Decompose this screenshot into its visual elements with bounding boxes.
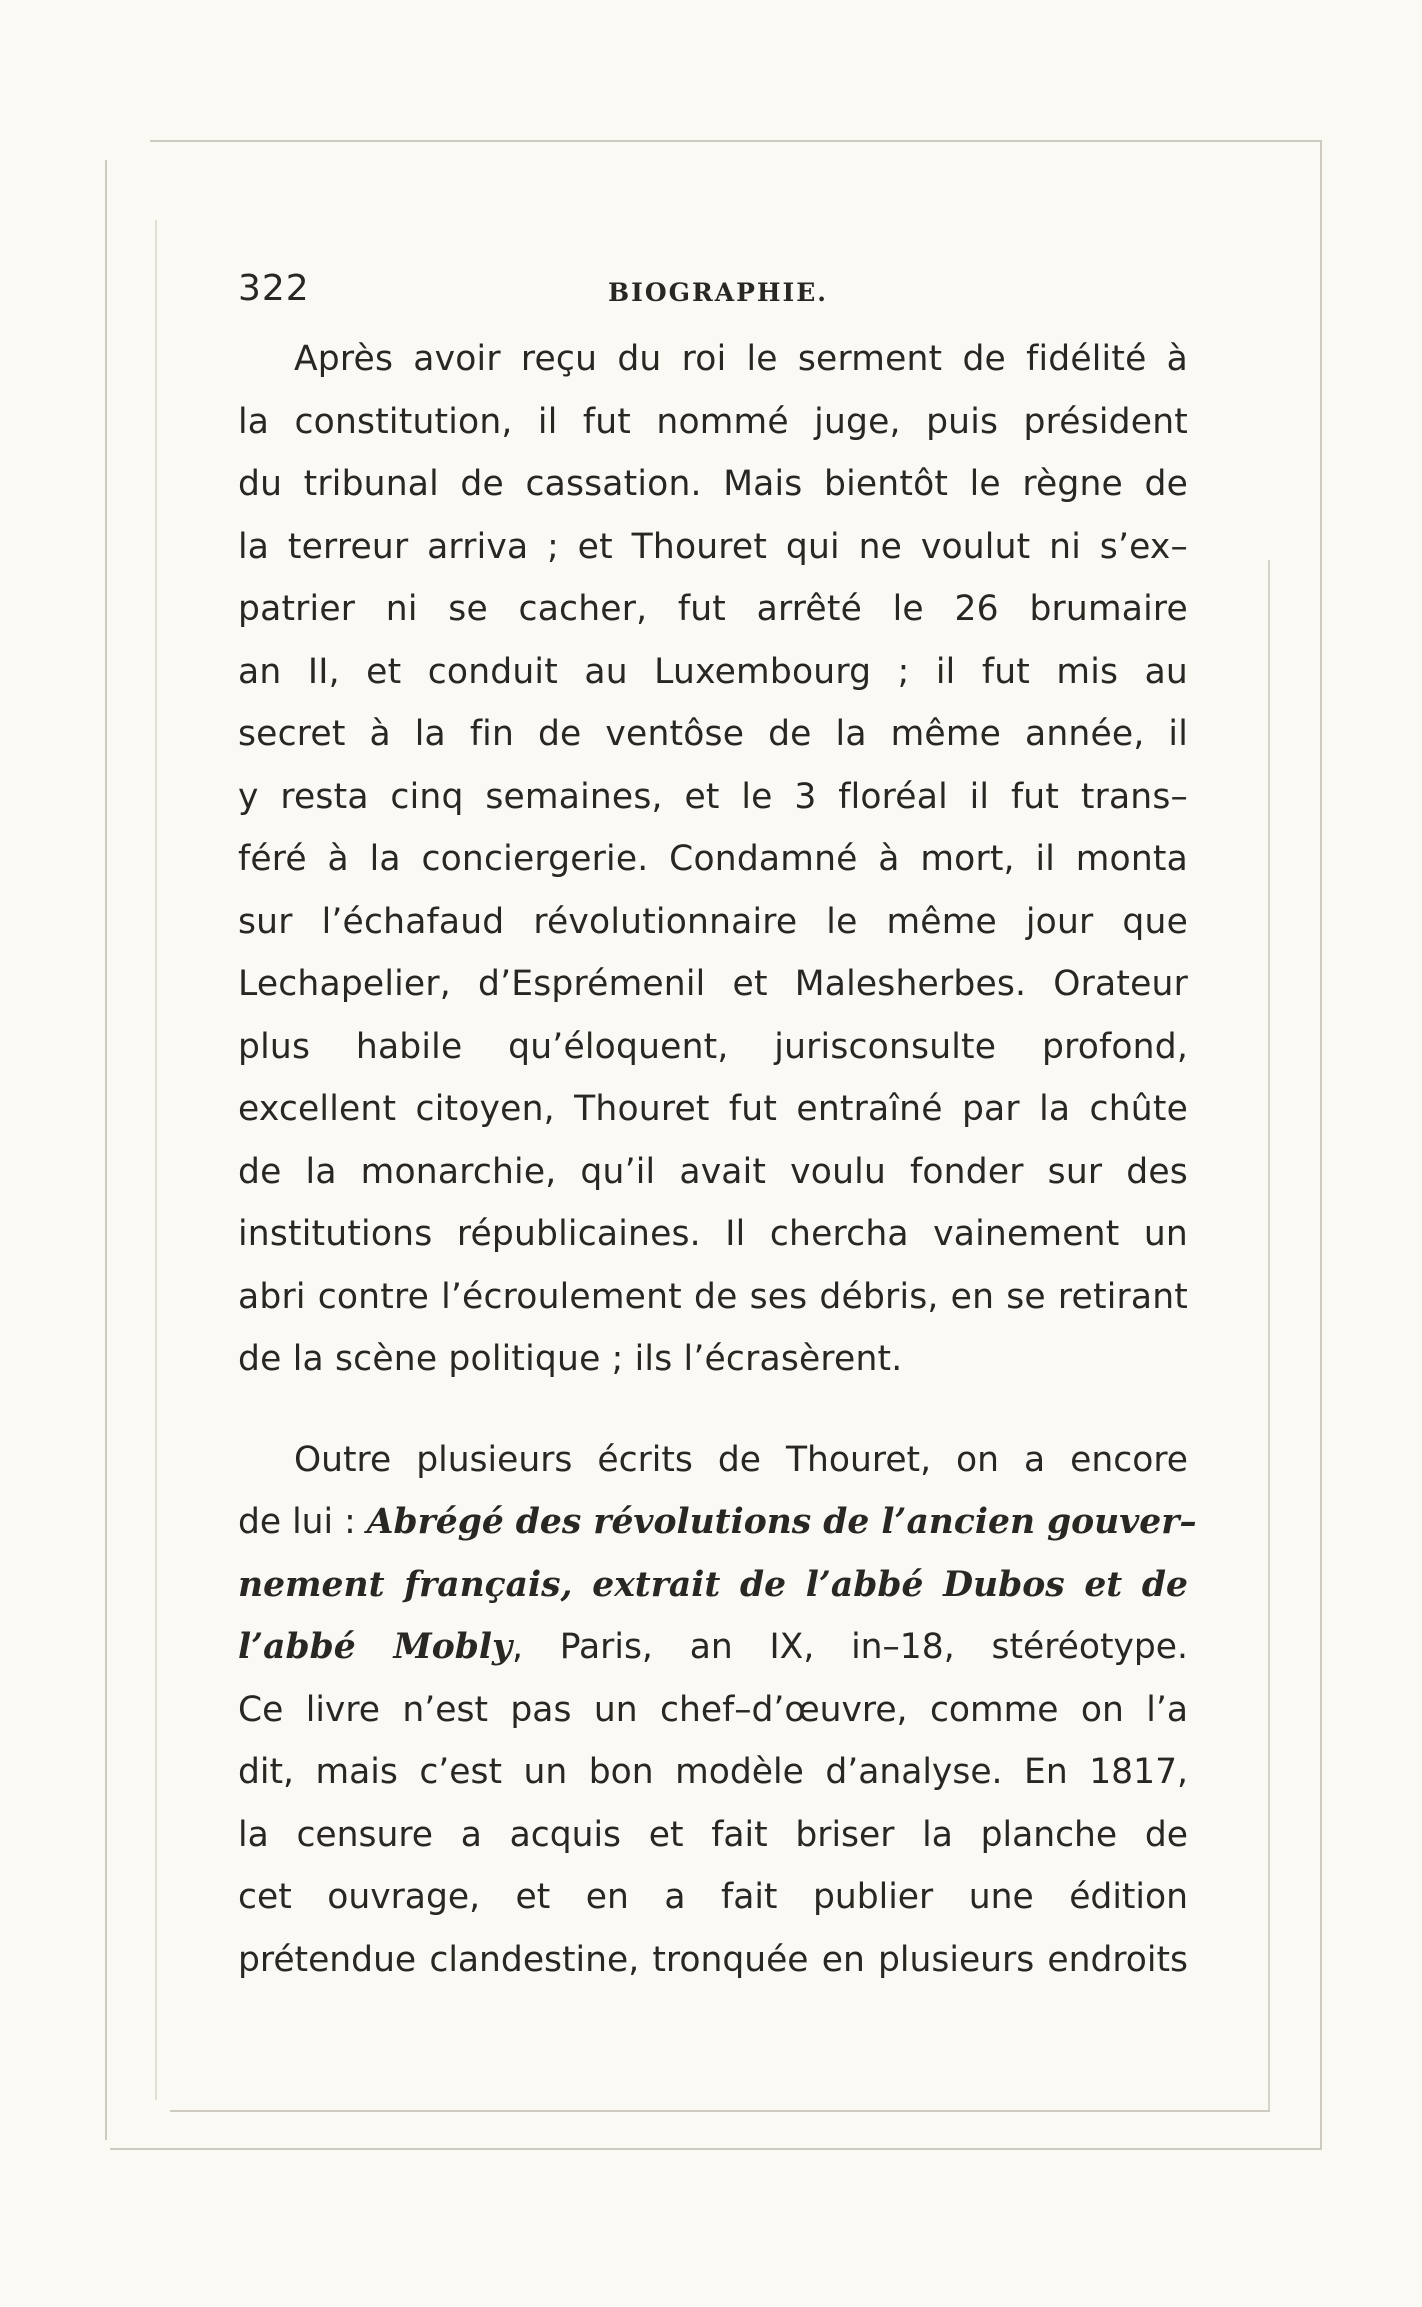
text-line: Ce livre n’est pas un chef–d’œuvre, comme on l’a bbox=[238, 1689, 1188, 1730]
scan-frame-bottom-outer bbox=[110, 2148, 1320, 2150]
text-line: dit, mais c’est un bon modèle d’analyse. En 1817, bbox=[238, 1752, 1188, 1792]
text-line: la constitution, il fut nommé juge, puis président bbox=[238, 401, 1188, 442]
scan-frame-inner-left bbox=[155, 220, 157, 2100]
scan-frame-bottom bbox=[170, 2110, 1270, 2112]
paragraph-spacer bbox=[238, 1391, 1188, 1429]
scan-frame-inner-right bbox=[1268, 560, 1270, 2110]
text-line: y resta cinq semaines, et le 3 floréal il fut trans– bbox=[238, 776, 1188, 817]
text-line: excellent citoyen, Thouret fut entraîné par la chûte bbox=[238, 1089, 1188, 1129]
text-line: de la scène politique ; ils l’écrasèrent. bbox=[238, 1339, 903, 1379]
scan-frame-right bbox=[1320, 140, 1322, 2150]
book-title-italic: l’abbé Mobly bbox=[238, 1627, 512, 1667]
text-line: institutions républicaines. Il chercha vainement un bbox=[238, 1214, 1188, 1254]
text-line: secret à la fin de ventôse de la même année, il bbox=[238, 714, 1188, 754]
text-line: plus habile qu’éloquent, jurisconsulte profond, bbox=[238, 1026, 1188, 1067]
text-line: la censure a acquis et fait briser la planche de bbox=[238, 1814, 1188, 1855]
book-title-italic: nement français, extrait de l’abbé Dubos et de bbox=[238, 1564, 1188, 1605]
text-line bbox=[238, 1616, 1188, 1679]
text-line: féré à la conciergerie. Condamné à mort, il monta bbox=[238, 839, 1188, 879]
text-line bbox=[238, 1491, 1197, 1554]
text-line: sur l’échafaud révolutionnaire le même jour que bbox=[238, 901, 1188, 942]
book-title-italic: Abrégé des révolutions de l’ancien gouver– bbox=[366, 1502, 1197, 1542]
text-run: de lui : bbox=[238, 1502, 367, 1542]
text-line: de la monarchie, qu’il avait voulu fonder sur des bbox=[238, 1151, 1188, 1192]
text-line: an II, et conduit au Luxembourg ; il fut mis au bbox=[238, 651, 1188, 692]
text-line: patrier ni se cacher, fut arrêté le 26 brumaire bbox=[238, 589, 1188, 629]
text-run: , Paris, an IX, in–18, stéréotype. bbox=[512, 1627, 1188, 1667]
text-line: prétendue clandestine, tronquée en plusieurs endroits bbox=[238, 1939, 1188, 1980]
text-line: Outre plusieurs écrits de Thouret, on a encore bbox=[294, 1439, 1188, 1480]
text-line: la terreur arriva ; et Thouret qui ne voulut ni s’ex– bbox=[238, 526, 1188, 567]
book-page bbox=[238, 268, 1197, 1991]
page-number: 322 bbox=[238, 268, 310, 309]
text-line: abri contre l’écroulement de ses débris, en se retirant bbox=[238, 1276, 1188, 1317]
paragraph-1 bbox=[238, 328, 1188, 1391]
running-title: BIOGRAPHIE. bbox=[608, 278, 828, 307]
scan-frame-left bbox=[105, 160, 107, 2140]
text-line: Lechapelier, d’Esprémenil et Malesherbes. Orateur bbox=[238, 964, 1188, 1004]
text-line: du tribunal de cassation. Mais bientôt le règne de bbox=[238, 464, 1188, 504]
running-head bbox=[238, 268, 1188, 328]
text-line: cet ouvrage, et en a fait publier une édition bbox=[238, 1877, 1188, 1917]
text-line bbox=[238, 1554, 1188, 1617]
paragraph-2 bbox=[238, 1429, 1197, 1992]
scan-frame-top bbox=[150, 140, 1320, 142]
text-line: Après avoir reçu du roi le serment de fidélité à bbox=[294, 339, 1188, 379]
